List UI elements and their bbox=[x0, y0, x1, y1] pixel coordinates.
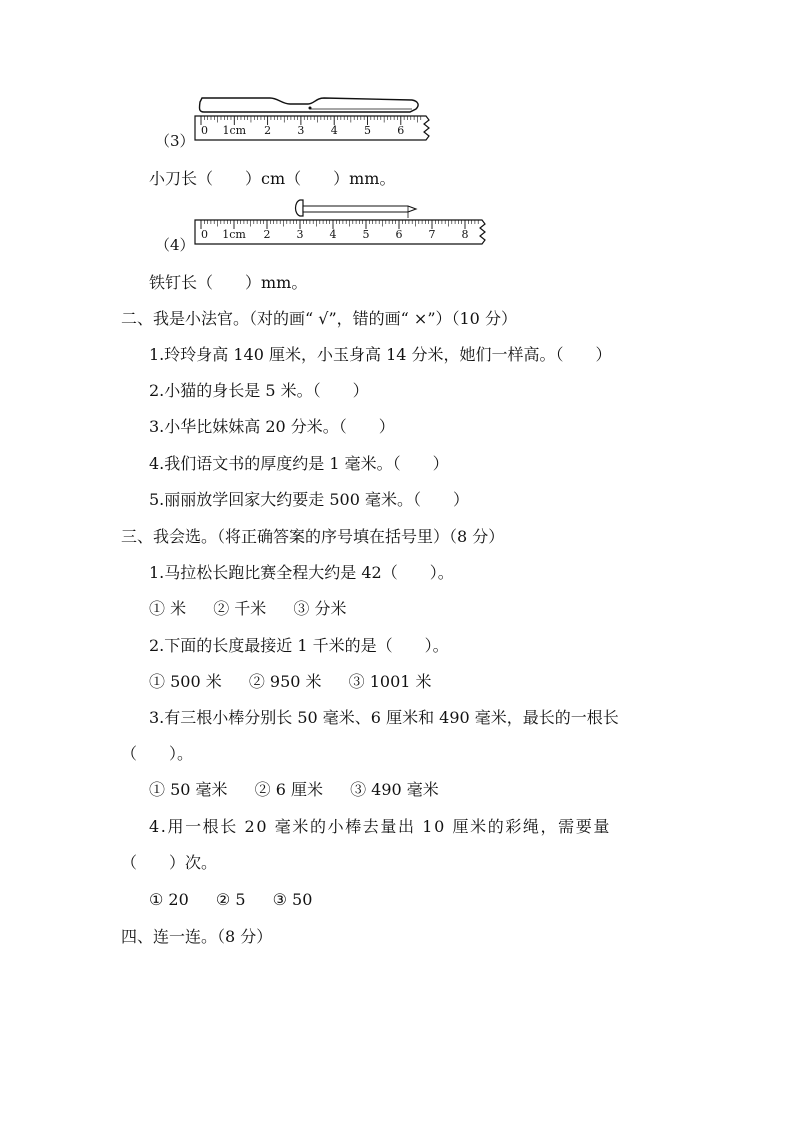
choice-option: ① 500 米 bbox=[149, 672, 222, 691]
ruler-label: 3 bbox=[297, 124, 305, 137]
ruler-body bbox=[195, 116, 429, 140]
ruler-label: 8 bbox=[461, 228, 469, 241]
ruler-label: 2 bbox=[264, 124, 272, 137]
ruler-label: 1cm bbox=[222, 228, 246, 241]
choice-option: ② 5 bbox=[215, 890, 246, 909]
nail-drawing bbox=[296, 200, 417, 218]
ruler-label: 7 bbox=[428, 228, 436, 241]
choice-option: ③ 50 bbox=[272, 890, 313, 909]
choice-options-4 bbox=[149, 889, 312, 911]
choice-option: ① 50 毫米 bbox=[149, 780, 228, 799]
choice-options-1 bbox=[149, 598, 346, 620]
true-false-item: 5.丽丽放学回家大约要走 500 毫米。（ ） bbox=[149, 490, 469, 509]
choice-option: ① 20 bbox=[149, 890, 189, 909]
ruler-labels bbox=[201, 228, 469, 241]
section-4-heading: 四、连一连。（8 分） bbox=[121, 927, 273, 946]
figure-3-label: （3） bbox=[155, 132, 195, 150]
choice-option: ③ 1001 米 bbox=[348, 672, 432, 691]
ruler-label: 3 bbox=[296, 228, 304, 241]
choice-question-3: 3.有三根小棒分别长 50 毫米、6 厘米和 490 毫米，最长的一根长 bbox=[149, 708, 619, 727]
choice-options-3 bbox=[149, 779, 439, 801]
choice-question-1: 1.马拉松长跑比赛全程大约是 42（ ）。 bbox=[149, 563, 454, 582]
ruler-label: 4 bbox=[330, 124, 338, 137]
question-nail-length: 铁钉长（ ）mm。 bbox=[149, 273, 308, 292]
choice-option: ③ 分米 bbox=[293, 599, 347, 618]
true-false-item: 1.玲玲身高 140 厘米，小玉身高 14 分米，她们一样高。（ ） bbox=[149, 345, 612, 364]
ruler-label: 6 bbox=[397, 124, 405, 137]
choice-option: ② 千米 bbox=[213, 599, 267, 618]
true-false-item: 3.小华比妹妹高 20 分米。（ ） bbox=[149, 417, 395, 436]
section-3-heading: 三、我会选。（将正确答案的序号填在括号里）（8 分） bbox=[121, 527, 505, 546]
ruler-label: 0 bbox=[201, 228, 208, 241]
ruler-body bbox=[195, 220, 485, 244]
ruler-label: 2 bbox=[263, 228, 271, 241]
ruler-label: 5 bbox=[362, 228, 370, 241]
ruler-label: 6 bbox=[395, 228, 403, 241]
choice-question-2: 2.下面的长度最接近 1 千米的是（ ）。 bbox=[149, 636, 449, 655]
question-knife-length: 小刀长（ ）cm（ ）mm。 bbox=[149, 169, 396, 188]
choice-option: ① 米 bbox=[149, 599, 187, 618]
nail-ruler-figure bbox=[190, 196, 490, 256]
ruler-label: 5 bbox=[364, 124, 371, 137]
choice-question-4: 4.用一根长 20 毫米的小棒去量出 10 厘米的彩绳，需要量 bbox=[149, 817, 611, 836]
choice-question-4-cont: （ ）次。 bbox=[121, 853, 218, 872]
choice-option: ② 6 厘米 bbox=[254, 780, 323, 799]
true-false-item: 2.小猫的身长是 5 米。（ ） bbox=[149, 381, 369, 400]
ruler-label: 4 bbox=[329, 228, 337, 241]
figure-4-label: （4） bbox=[155, 236, 195, 254]
choice-options-2 bbox=[149, 671, 432, 693]
knife-drawing bbox=[199, 98, 418, 112]
knife-ruler-figure bbox=[190, 92, 440, 152]
ruler-label: 0 bbox=[201, 124, 208, 137]
ruler-label: 1cm bbox=[222, 124, 247, 137]
choice-question-3-cont: （ ）。 bbox=[121, 744, 194, 763]
section-2-heading: 二、我是小法官。（对的画“ √”，错的画“ ×”）（10 分） bbox=[121, 309, 517, 328]
choice-option: ② 950 米 bbox=[248, 672, 322, 691]
true-false-item: 4.我们语文书的厚度约是 1 毫米。（ ） bbox=[149, 454, 449, 473]
choice-option: ③ 490 毫米 bbox=[350, 780, 439, 799]
